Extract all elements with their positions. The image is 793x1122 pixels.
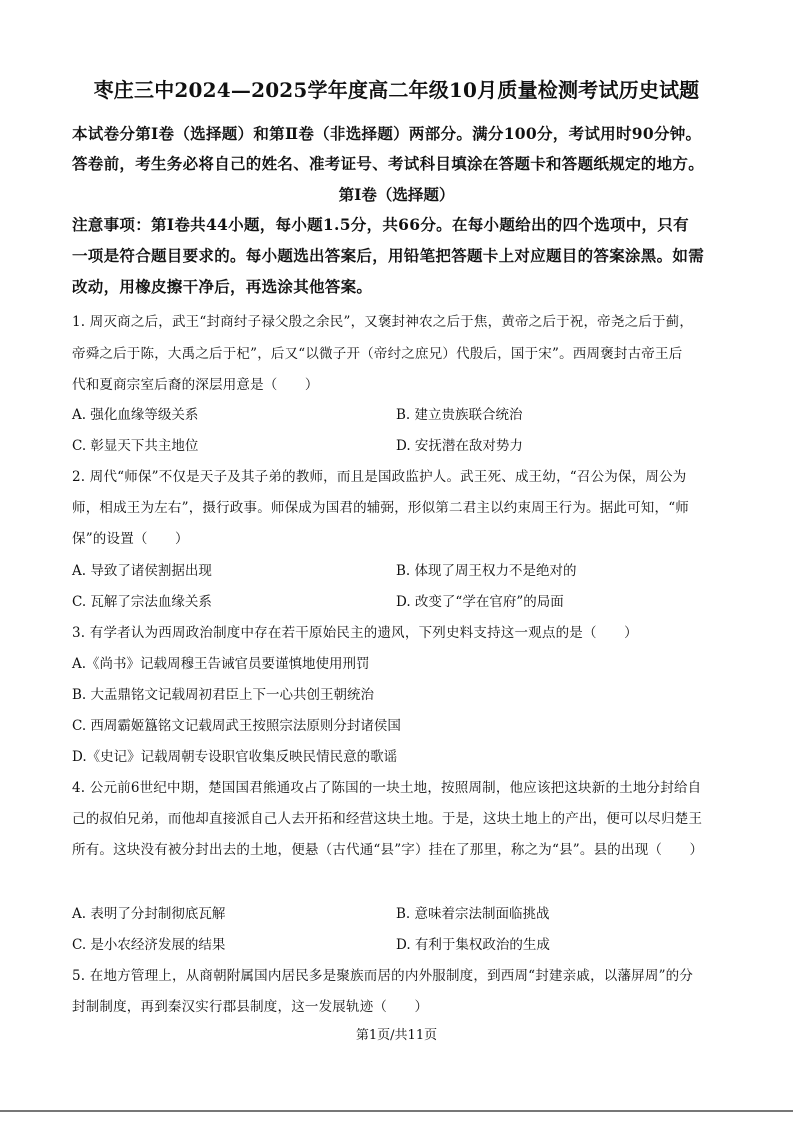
question-2-stem-line-1: 2. 周代“师保”不仅是天子及其子弟的教师，而且是国政监护人。武王死、成王幼，“召公为保，周公为	[72, 469, 687, 485]
notice-line-3: 改动，用橡皮擦干净后，再选涂其他答案。	[72, 277, 373, 296]
question-2-option-d: D. 改变了“学在官府”的局面	[396, 594, 564, 610]
notice-line-2: 一项是符合题目要求的。每小题选出答案后，用铅笔把答题卡上对应题目的答案涂黑。如需	[72, 246, 705, 265]
question-2-option-b: B. 体现了周王权力不是绝对的	[396, 563, 577, 579]
question-4-stem-line-2: 己的叔伯兄弟，而他却直接派自己人去开拓和经营这块土地。于是，这块土地上的产出，便可以尽归楚王	[72, 811, 703, 827]
question-1-option-d: D. 安抚潜在敌对势力	[396, 438, 523, 454]
question-2-option-a: A. 导致了诸侯割据出现	[72, 563, 212, 579]
question-1-stem-line-3: 代和夏商宗室后裔的深层用意是（ ）	[72, 377, 319, 393]
question-3-option-b: B. 大盂鼎铭文记载周初君臣上下一心共创王朝统治	[72, 687, 375, 703]
intro-line-2: 答卷前，考生务必将自己的姓名、准考证号、考试科目填涂在答题卡和答题纸规定的地方。	[72, 154, 705, 173]
question-4-option-d: D. 有利于集权政治的生成	[396, 937, 550, 953]
question-4-stem-line-1: 4. 公元前6世纪中期，楚国国君熊通攻占了陈国的一块土地，按照周制，他应该把这块新的土地分封给自	[72, 780, 702, 796]
question-1-stem-line-2: 帝舜之后于陈，大禹之后于杞”，后又“以微子开（帝纣之庶兄）代殷后，国于宋”。西周褒封古帝王后	[72, 346, 683, 362]
notice-line-1: 注意事项：第Ⅰ卷共44小题，每小题1.5分，共66分。在每小题给出的四个选项中，只有	[72, 215, 689, 234]
bottom-divider	[0, 1110, 793, 1112]
question-3-option-c: C. 西周霸姬簋铭文记载周武王按照宗法原则分封诸侯国	[72, 718, 401, 734]
question-3-stem-line-1: 3. 有学者认为西周政治制度中存在若干原始民主的遗风，下列史料支持这一观点的是（ ）	[72, 625, 638, 641]
question-4-stem-line-3: 所有。这块没有被分封出去的土地，便悬（古代通“县”字）挂在了那里，称之为“县”。县的出现（ ）	[72, 842, 704, 858]
question-3-option-a: A.《尚书》记载周穆王告诫官员要谨慎地使用刑罚	[72, 656, 370, 672]
question-2-stem-line-2: 师，相成王为左右”，摄行政事。师保成为国君的辅弼，形似第二君主以约束周王行为。据此可知，“师	[72, 500, 690, 516]
question-5-stem-line-1: 5. 在地方管理上，从商朝附属国内居民多是聚族而居的内外服制度，到西周“封建亲戚，以藩屏周”的分	[72, 968, 694, 984]
question-3-option-d: D.《史记》记载周朝专设职官收集反映民情民意的歌谣	[72, 749, 398, 765]
question-1-option-b: B. 建立贵族联合统治	[396, 407, 523, 423]
question-1-stem-line-1: 1. 周灭商之后，武王“封商纣子禄父殷之余民”，又褒封神农之后于焦，黄帝之后于祝，帝尧之后于蓟，	[72, 314, 694, 330]
question-1-option-c: C. 彰显天下共主地位	[72, 438, 199, 454]
question-5-stem-line-2: 封制制度，再到秦汉实行郡县制度，这一发展轨迹（ ）	[72, 999, 429, 1015]
question-4-option-c: C. 是小农经济发展的结果	[72, 937, 226, 953]
question-2-stem-line-3: 保”的设置（ ）	[72, 531, 189, 547]
page-number: 第1页/共11页	[355, 1028, 438, 1043]
question-1-option-a: A. 强化血缘等级关系	[72, 407, 199, 423]
question-4-option-a: A. 表明了分封制彻底瓦解	[72, 906, 226, 922]
page-title: 枣庄三中2024—2025学年度高二年级10月质量检测考试历史试题	[93, 78, 700, 102]
question-2-option-c: C. 瓦解了宗法血缘关系	[72, 594, 212, 610]
intro-line-1: 本试卷分第Ⅰ卷（选择题）和第Ⅱ卷（非选择题）两部分。满分100分，考试用时90分钟。	[72, 124, 702, 143]
section-heading: 第Ⅰ卷（选择题）	[338, 185, 455, 204]
question-4-option-b: B. 意味着宗法制面临挑战	[396, 906, 550, 922]
